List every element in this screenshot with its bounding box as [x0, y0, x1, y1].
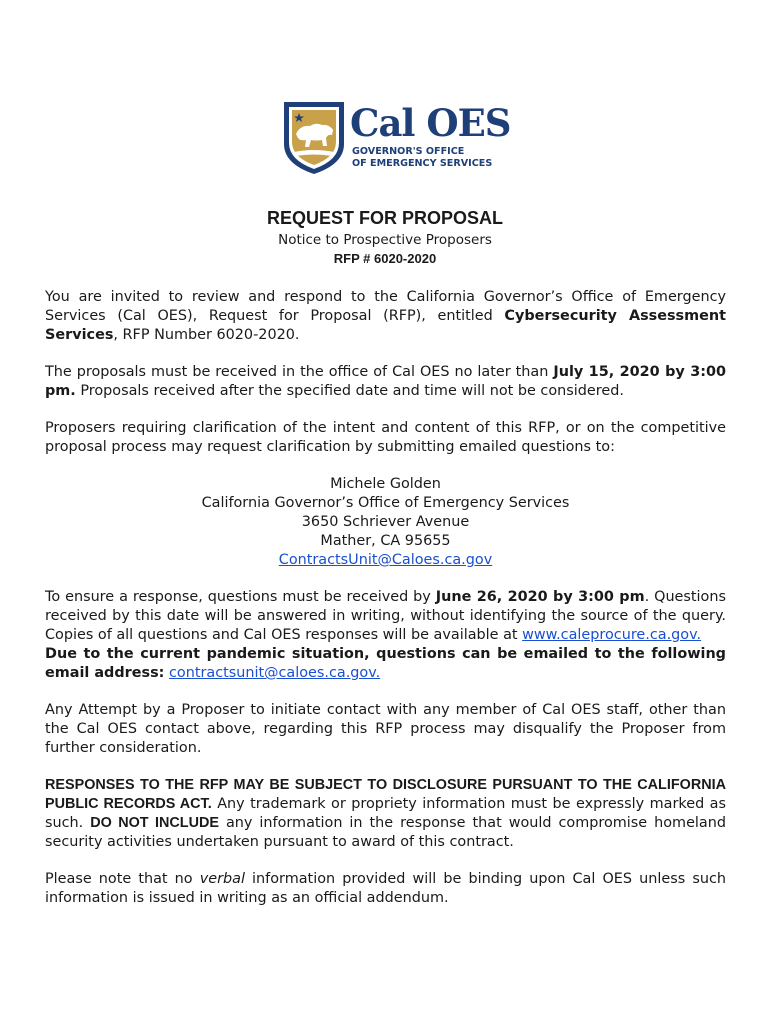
- paragraph-clarification: [45, 419, 726, 457]
- verbal-emphasis: verbal: [199, 871, 245, 887]
- disclosure-text: Any trademark or propriety information must be expressly marked as such.: [45, 796, 726, 831]
- contact-city: Mather, CA 95655: [320, 533, 451, 549]
- contact-org: California Governor’s Office of Emergency Services: [201, 495, 570, 511]
- paragraph-verbal: [45, 870, 726, 908]
- paragraph-pandemic: [45, 645, 726, 683]
- verbal-text-end: information provided will be binding upon Cal OES unless such information is issued in writing as an official addendum.: [45, 871, 726, 906]
- deadline-text: The proposals must be received in the office of Cal OES no later than: [45, 364, 554, 380]
- questions-text: To ensure a response, questions must be received by: [45, 589, 436, 605]
- cal-oes-logo: [282, 100, 511, 178]
- rfp-number: RFP # 6020-2020: [333, 251, 437, 266]
- contact-email-link[interactable]: ContractsUnit@Caloes.ca.gov: [278, 552, 493, 568]
- logo-subtitle: [352, 146, 492, 170]
- disclosure-text-end: any information in the response that would compromise homeland security activities undertaken pursuant to award of this contract.: [45, 815, 726, 850]
- contact-name: Michele Golden: [330, 476, 441, 492]
- deadline-text-end: Proposals received after the specified date and time will not be considered.: [75, 383, 624, 399]
- paragraph-questions: [45, 588, 726, 645]
- logo-wordmark: Cal OES: [350, 101, 511, 145]
- paragraph-invitation: [45, 288, 726, 345]
- cal-oes-shield-icon: [282, 100, 346, 176]
- page-title: REQUEST FOR PROPOSAL: [266, 208, 504, 228]
- questions-email-link[interactable]: contractsunit@caloes.ca.gov.: [168, 665, 381, 681]
- paragraph-contact-warning: [45, 701, 726, 758]
- pandemic-notice: Due to the current pandemic situation, questions can be emailed to the following email address:: [45, 646, 726, 681]
- questions-text-mid: . Questions received by this date will be answered in writing, without identifying the source of the query. Copies of all questions and Cal OES responses will be available at: [45, 589, 726, 643]
- page-subtitle: Notice to Prospective Proposers: [278, 232, 492, 248]
- logo-subtitle-line2: OF EMERGENCY SERVICES: [352, 158, 493, 169]
- contact-warning-text: Any Attempt by a Proposer to initiate contact with any member of Cal OES staff, other than the Cal OES contact above, regarding this RFP process may disqualify the Proposer from further consideration.: [45, 702, 726, 756]
- disclosure-notice: RESPONSES TO THE RFP MAY BE SUBJECT TO DISCLOSURE PURSUANT TO THE CALIFORNIA PUBLIC RECORDS ACT.: [45, 777, 726, 812]
- paragraph-disclosure: [45, 776, 726, 852]
- invitation-text-end: , RFP Number 6020-2020.: [113, 327, 300, 343]
- caleprocure-link[interactable]: www.caleprocure.ca.gov.: [522, 627, 702, 643]
- deadline-date: July 15, 2020 by 3:00 pm.: [45, 364, 726, 399]
- do-not-include-notice: DO NOT INCLUDE: [90, 815, 219, 831]
- clarification-text: Proposers requiring clarification of the intent and content of this RFP, or on the competitive proposal process may request clarification by submitting emailed questions to:: [45, 420, 726, 455]
- logo-subtitle-line1: GOVERNOR'S OFFICE: [352, 146, 465, 157]
- contact-block: [45, 475, 726, 570]
- document-body: [45, 288, 726, 926]
- questions-deadline: June 26, 2020 by 3:00 pm: [435, 589, 645, 605]
- verbal-text: Please note that no: [45, 871, 200, 887]
- paragraph-deadline: [45, 363, 726, 401]
- contact-street: 3650 Schriever Avenue: [301, 514, 470, 530]
- rfp-entitled-title: Cybersecurity Assessment Services: [45, 308, 726, 343]
- invitation-text: You are invited to review and respond to the California Governor’s Office of Emergency Services (Cal OES), Request for Proposal (RFP), entitled: [45, 289, 726, 324]
